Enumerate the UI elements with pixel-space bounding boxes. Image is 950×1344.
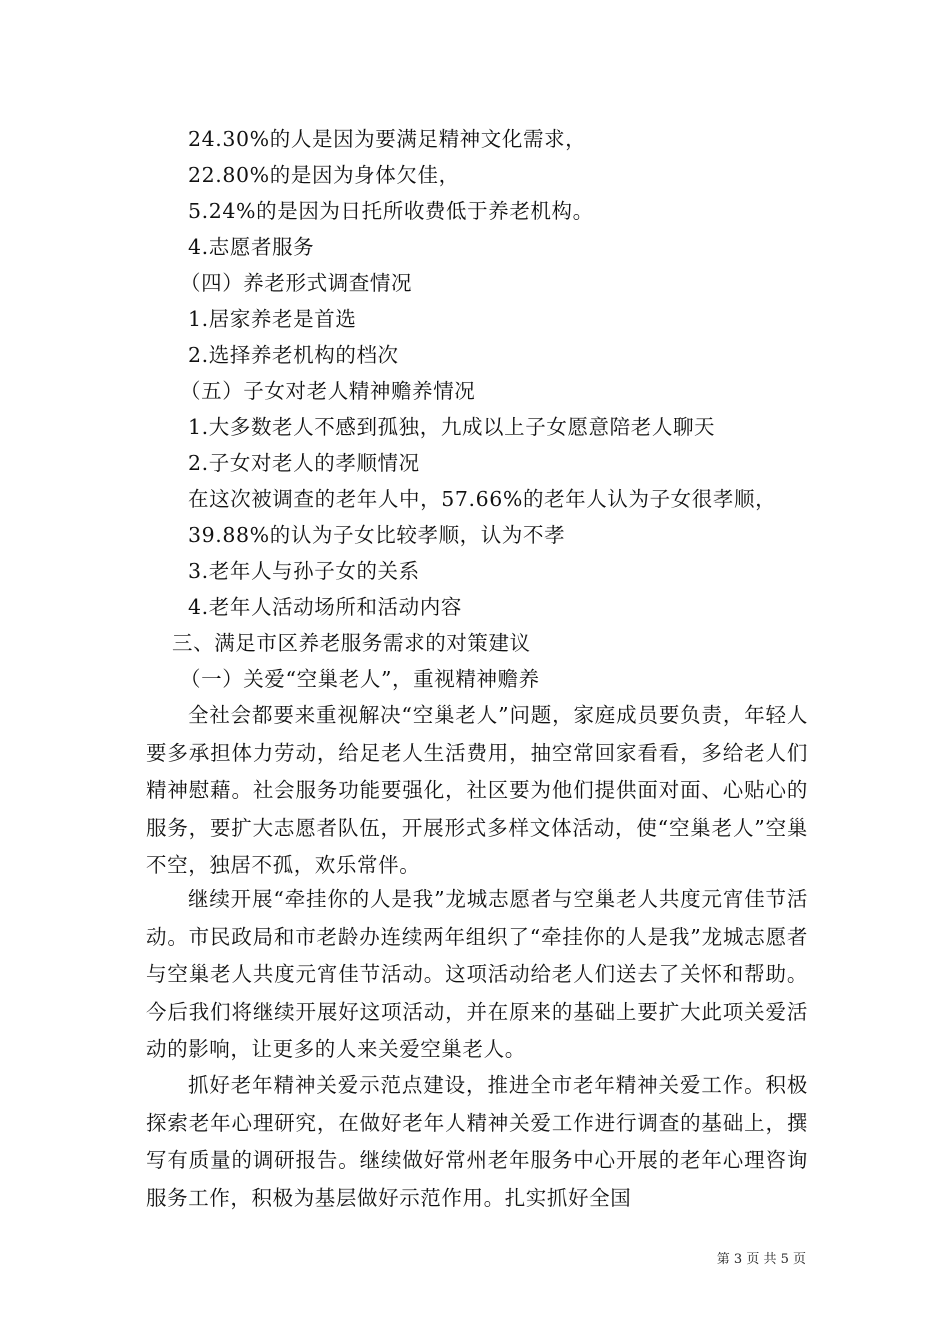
list-heading: 4.老年人活动场所和活动内容: [188, 595, 462, 619]
list-heading: 2.选择养老机构的档次: [188, 343, 399, 367]
text-line: 24.30%的人是因为要满足精神文化需求，: [188, 127, 587, 151]
section-heading: （一）关爱“空巢老人”，重视精神赡养: [180, 667, 540, 691]
page-number: 第 3 页 共 5 页: [716, 1252, 806, 1267]
section-heading: （五）子女对老人精神赡养情况: [180, 379, 476, 403]
text-line: 在这次被调查的老年人中，57.66%的老年人认为子女很孝顺，: [188, 487, 777, 511]
text-line: 39.88%的认为子女比较孝顺，认为不孝: [188, 523, 566, 547]
list-heading: 1.居家养老是首选: [188, 307, 357, 331]
chapter-heading: 三、满足市区养老服务需求的对策建议: [172, 631, 531, 655]
list-heading: 3.老年人与孙子女的关系: [188, 559, 420, 583]
section-heading: （四）养老形式调查情况: [180, 271, 413, 295]
list-heading: 2.子女对老人的孝顺情况: [188, 451, 420, 475]
list-heading: 4.志愿者服务: [188, 235, 315, 259]
list-heading: 1.大多数老人不感到孤独，九成以上子女愿意陪老人聊天: [188, 415, 716, 439]
paragraph: 抓好老年精神关爱示范点建设，推进全市老年精神关爱工作。积极探索老年心理研究，在做好老年人精神关爱工作进行调查的基础上，撰写有质量的调研报告。继续做好常州老年服务中心开展的老年心理咨询服务工作，积极为基层做好示范作用。扎实抓好全国: [146, 1073, 808, 1210]
text-line: 5.24%的是因为日托所收费低于养老机构。: [188, 199, 594, 223]
paragraph: 全社会都要来重视解决“空巢老人”问题，家庭成员要负责，年轻人要多承担体力劳动，给足老人生活费用，抽空常回家看看，多给老人们精神慰藉。社会服务功能要强化，社区要为他们提供面对面、心贴心的服务，要扩大志愿者队伍，开展形式多样文体活动，使“空巢老人”空巢不空，独居不孤，欢乐常伴。: [146, 703, 808, 877]
text-line: 22.80%的是因为身体欠佳，: [188, 163, 460, 187]
paragraph: 继续开展“牵挂你的人是我”龙城志愿者与空巢老人共度元宵佳节活动。市民政局和市老龄办连续两年组织了“牵挂你的人是我”龙城志愿者与空巢老人共度元宵佳节活动。这项活动给老人们送去了关怀和帮助。今后我们将继续开展好这项活动，并在原来的基础上要扩大此项关爱活动的影响，让更多的人来关爱空巢老人。: [146, 887, 808, 1061]
